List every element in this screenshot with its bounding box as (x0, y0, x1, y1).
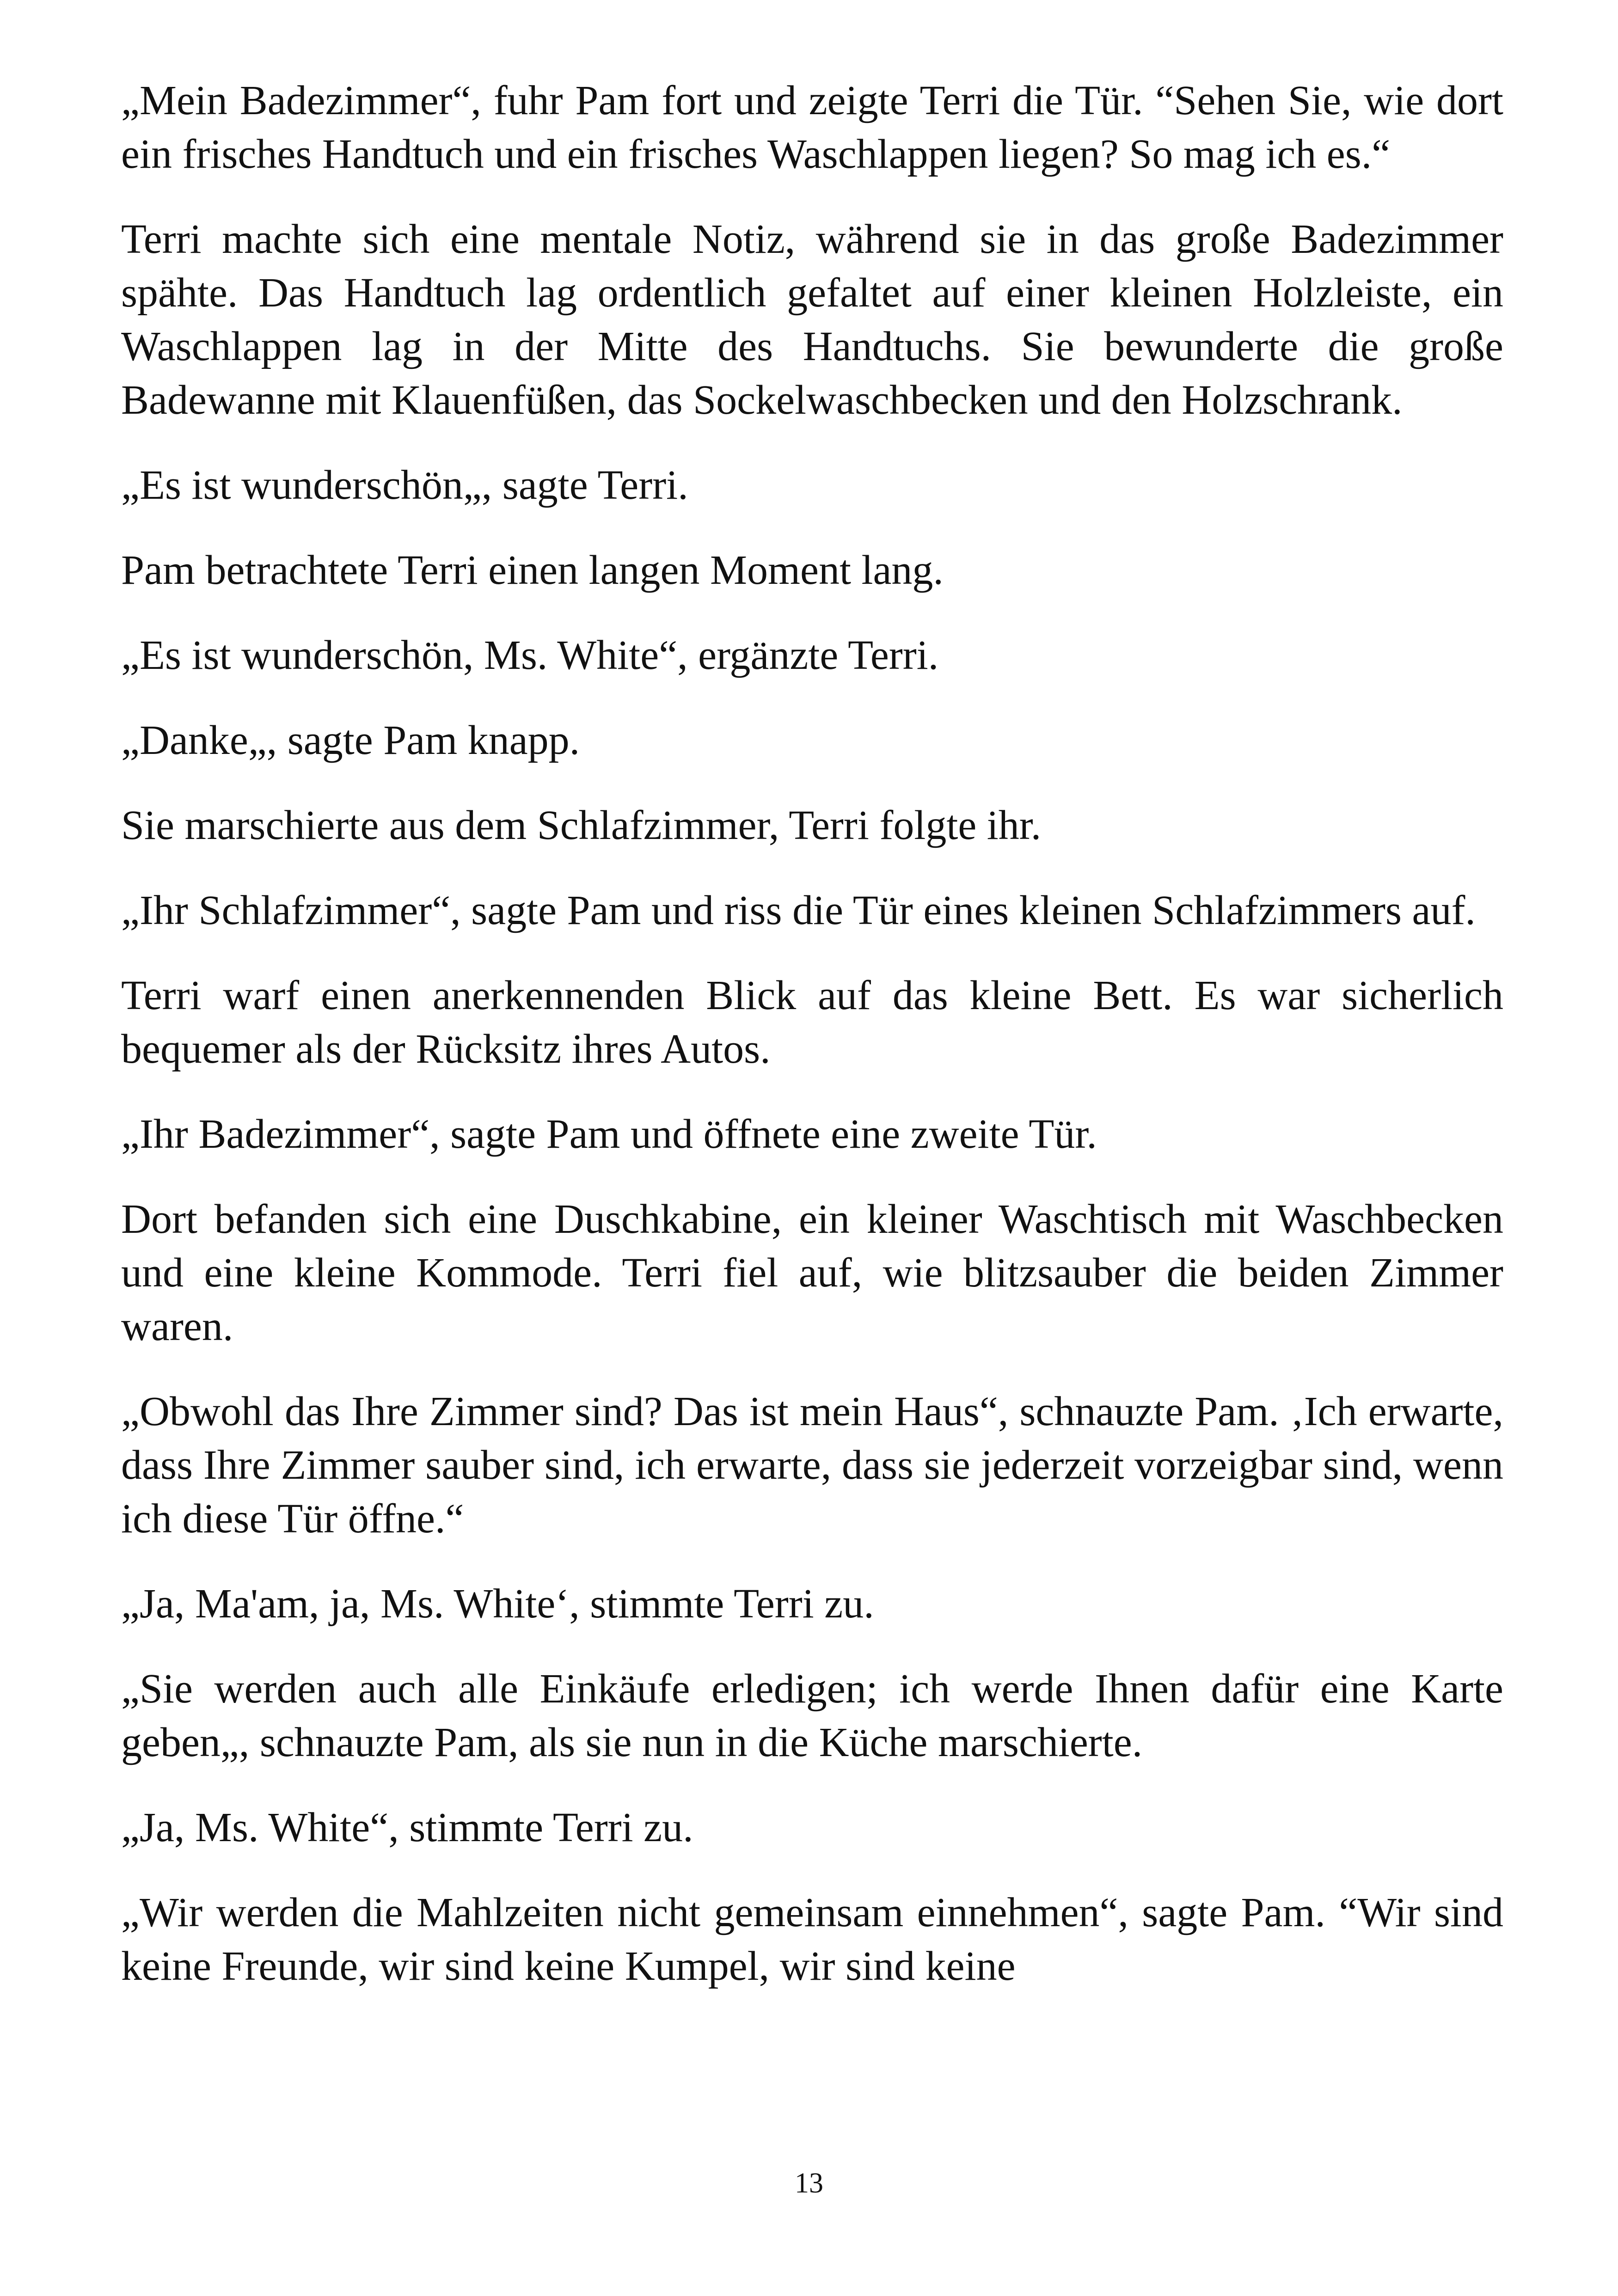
paragraph: Pam betrachtete Terri einen langen Moment lang. (121, 547, 944, 593)
paragraph: Dort befanden sich eine Duschkabine, ein kleiner Waschtisch mit Waschbecken und eine kleine Kommode. Terri fiel auf, wie blitzsauber die beiden Zimmer waren. (121, 1196, 1503, 1349)
paragraph: „Mein Badezimmer“, fuhr Pam fort und zeigte Terri die Tür. “Sehen Sie, wie dort ein frisches Handtuch und ein frisches Waschlappen liegen? So mag ich es.“ (121, 78, 1503, 177)
page-number: 13 (795, 2167, 823, 2199)
paragraph: „Ihr Badezimmer“, sagte Pam und öffnete eine zweite Tür. (121, 1111, 1097, 1157)
paragraph: „Wir werden die Mahlzeiten nicht gemeinsam einnehmen“, sagte Pam. “Wir sind keine Freunde, wir sind keine Kumpel, wir sind keine (121, 1890, 1503, 1989)
paragraph: „Ihr Schlafzimmer“, sagte Pam und riss die Tür eines kleinen Schlafzimmers auf. (121, 888, 1476, 933)
paragraph: Terri warf einen anerkennenden Blick auf das kleine Bett. Es war sicherlich bequemer als der Rücksitz ihres Autos. (121, 973, 1503, 1072)
paragraph: „Ja, Ma'am, ja, Ms. White‘, stimmte Terri zu. (121, 1581, 874, 1627)
paragraph: Sie marschierte aus dem Schlafzimmer, Terri folgte ihr. (121, 802, 1042, 848)
paragraph: „Es ist wunderschön, Ms. White“, ergänzte Terri. (121, 632, 939, 678)
body-text (121, 74, 1503, 2025)
paragraph: „Sie werden auch alle Einkäufe erledigen; ich werde Ihnen dafür eine Karte geben„, schnauzte Pam, als sie nun in die Küche marschierte. (121, 1666, 1503, 1765)
paragraph: „Obwohl das Ihre Zimmer sind? Das ist mein Haus“, schnauzte Pam. ‚Ich erwarte, dass Ihre Zimmer sauber sind, ich erwarte, dass sie jederzeit vorzeigbar sind, wenn ich diese Tür öffne.“ (121, 1389, 1503, 1542)
paragraph: „Ja, Ms. White“, stimmte Terri zu. (121, 1805, 693, 1850)
paragraph: Terri machte sich eine mentale Notiz, während sie in das große Badezimmer spähte. Das Handtuch lag ordentlich gefaltet auf einer kleinen Holzleiste, ein Waschlappen lag in der Mitte des Handtuchs. Sie bewunderte die große Badewanne mit Klauenfüßen, das Sockelwaschbecken und den Holzschrank. (121, 216, 1503, 423)
paragraph: „Es ist wunderschön„, sagte Terri. (121, 462, 688, 508)
paragraph: „Danke„, sagte Pam knapp. (121, 717, 580, 763)
